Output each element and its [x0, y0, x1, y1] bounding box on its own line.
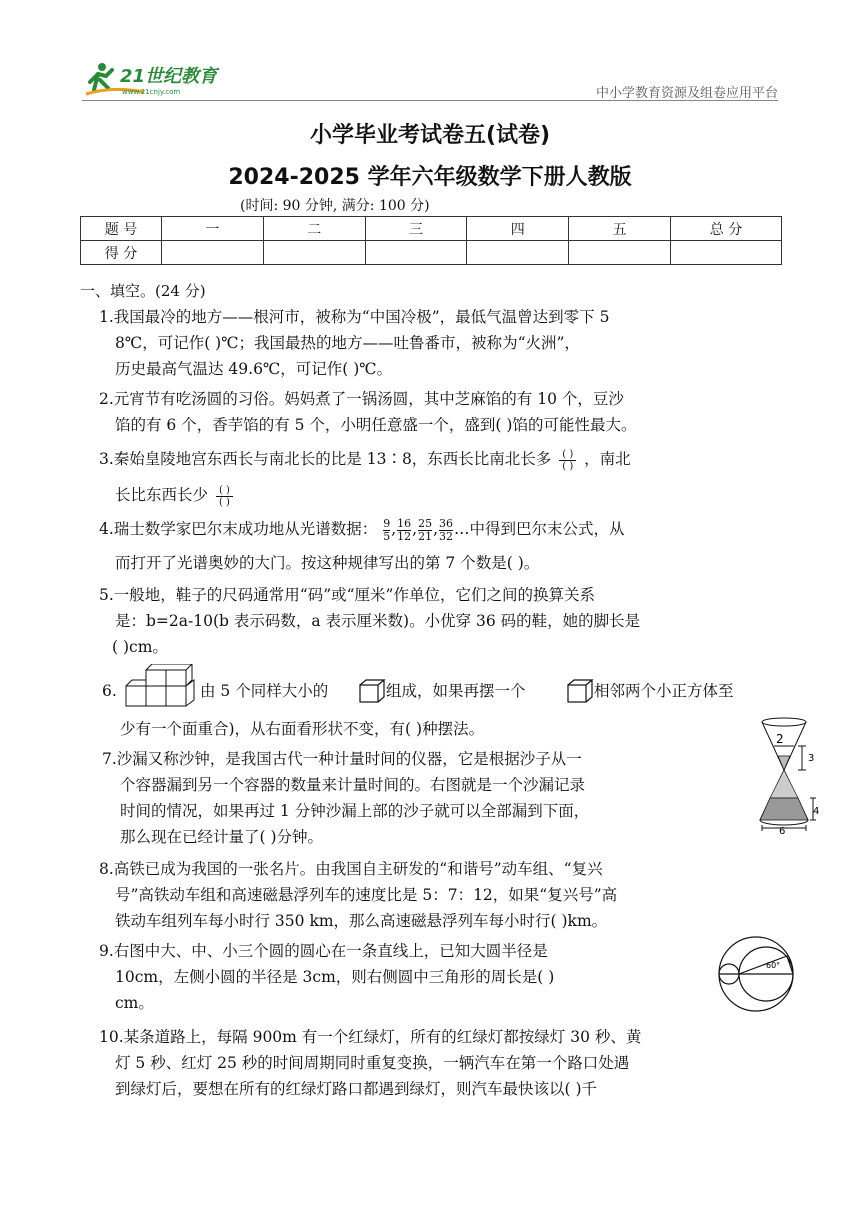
question-3-text: 3.秦始皇陵地宫东西长与南北长的比是 13∶8，东西长比南北长多 [99, 450, 552, 468]
question-7-line: 那么现在已经计量了( )分钟。 [120, 828, 324, 846]
exam-subtitle-year: 2024-2025 学年六年级数学下册人教版 [228, 165, 632, 190]
score-header-cell: 总 分 [671, 217, 782, 241]
score-label-cell: 得 分 [81, 241, 162, 265]
question-9-line: 10cm，左侧小圆的半径是 3cm，则右侧圆中三角形的周长是( ) [115, 968, 555, 986]
score-cell[interactable] [263, 241, 365, 265]
question-8-line: 铁动车组列车每小时行 350 km，那么高速磁悬浮列车每小时行( )km。 [115, 912, 608, 930]
question-6-text: 相邻两个小正方体至 [594, 682, 734, 700]
question-1-line: 8℃，可记作( )℃；我国最热的地方——吐鲁番市，被称为“火洲”， [115, 334, 580, 352]
score-cell[interactable] [467, 241, 569, 265]
question-7-line: 7.沙漏又称沙钟，是我国古代一种计量时间的仪器，它是根据沙子从一 [102, 750, 582, 768]
score-cell[interactable] [365, 241, 467, 265]
question-3-line [115, 482, 236, 508]
question-8-line: 8.高铁已成为我国的一张名片。由我国自主研发的“和谐号”动车组、“复兴 [99, 860, 603, 878]
sequence-fraction: $\frac{25}{21}$ [418, 516, 433, 543]
header-rule [82, 100, 778, 101]
question-6-text: 组成，如果再摆一个 [386, 682, 526, 700]
score-cell[interactable] [162, 241, 264, 265]
question-1-line: 1.我国最冷的地方——根河市，被称为“中国冷极”，最低气温曾达到零下 5 [99, 308, 610, 326]
question-6-number: 6. [102, 682, 117, 700]
svg-text:6: 6 [779, 826, 786, 834]
score-value-row [81, 241, 782, 265]
sequence-fraction: $\frac{36}{32}$ [439, 516, 454, 543]
question-10-line: 10.某条道路上，每隔 900m 有一个红绿灯，所有的红绿灯都按绿灯 30 秒、黄 [99, 1028, 642, 1046]
cube-icon [566, 678, 594, 704]
platform-name: 中小学教育资源及组卷应用平台 [595, 86, 778, 101]
question-4-text: …中得到巴尔末公式，从 [454, 520, 625, 538]
question-5-line: ( )cm。 [112, 638, 168, 656]
score-header-cell: 三 [365, 217, 467, 241]
logo [84, 58, 244, 104]
svg-text:www.21cnjy.com: www.21cnjy.com [122, 88, 181, 96]
question-7-line: 时间的情况，如果再过 1 分钟沙漏上部的沙子就可以全部漏到下面， [120, 802, 590, 820]
section-heading: 一、填空。(24 分) [80, 282, 206, 300]
exam-title: 小学毕业考试卷五(试卷) [309, 123, 551, 148]
score-cell[interactable] [569, 241, 671, 265]
score-cell[interactable] [671, 241, 782, 265]
svg-text:60°: 60° [766, 961, 781, 970]
cube-stack-figure [124, 664, 200, 708]
question-2-line: 馅的有 6 个，香芋馅的有 5 个，小明任意盛一个，盛到( )馅的可能性最大。 [115, 416, 637, 434]
question-5-line: 是：b=2a-10(b 表示码数，a 表示厘米数)。小优穿 36 码的鞋，她的脚长是 [115, 612, 641, 630]
fraction-blank[interactable]: $\frac{( )}{( )}$ [559, 449, 576, 472]
question-9-line: cm。 [115, 994, 154, 1012]
svg-text:2: 2 [776, 732, 784, 746]
question-10-line: 灯 5 秒、红灯 25 秒的时间周期同时重复变换，一辆汽车在第一个路口处遇 [115, 1054, 630, 1072]
score-header-cell: 题 号 [81, 217, 162, 241]
question-4-line: 而打开了光谱奥妙的大门。按这种规律写出的第 7 个数是( )。 [115, 554, 540, 572]
sequence-fraction: $\frac{16}{12}$ [397, 516, 412, 543]
score-header-row [81, 217, 782, 241]
question-4-text: 4.瑞士数学家巴尔末成功地从光谱数据： [99, 520, 378, 538]
question-5-line: 5.一般地，鞋子的尺码通常用“码”或“厘米”作单位，它们之间的换算关系 [99, 586, 595, 604]
fraction-blank[interactable]: $\frac{( )}{( )}$ [216, 485, 233, 508]
cube-icon [358, 678, 386, 704]
score-header-cell: 二 [263, 217, 365, 241]
svg-text:4: 4 [813, 806, 820, 817]
question-3-line [99, 446, 631, 472]
hourglass-figure [756, 716, 820, 834]
question-3-text: ，南北 [584, 450, 631, 468]
sequence-fraction: $\frac{9}{5}$ [383, 516, 391, 543]
question-8-line: 号”高铁动车组和高速磁悬浮列车的速度比是 5：7：12，如果“复兴号”高 [115, 886, 618, 904]
question-7-line: 个容器漏到另一个容器的数量来计量时间的。右图就是一个沙漏记录 [120, 776, 586, 794]
question-6-text: 由 5 个同样大小的 [200, 682, 329, 700]
score-table [80, 216, 782, 265]
exam-time-info: (时间: 90 分钟, 满分: 100 分) [240, 198, 430, 214]
question-10-line: 到绿灯后，要想在所有的红绿灯路口都遇到绿灯，则汽车最快该以( )千 [115, 1080, 598, 1098]
score-header-cell: 四 [467, 217, 569, 241]
question-6-line: 少有一个面重合)，从右面看形状不变，有( )种摆法。 [120, 720, 485, 738]
question-9-line: 9.右图中大、中、小三个圆的圆心在一条直线上，已知大圆半径是 [99, 942, 548, 960]
question-2-line: 2.元宵节有吃汤圆的习俗。妈妈煮了一锅汤圆，其中芝麻馅的有 10 个，豆沙 [99, 390, 624, 408]
question-3-text: 长比东西长少 [115, 486, 209, 504]
question-4-line: 4.瑞士数学家巴尔末成功地从光谱数据： $\frac{9}{5}$ , $\frac{16}{12}$ , $\frac{25}{21}$ , $\frac{36}{32}$ …中得到巴尔末公式，从 [99, 516, 625, 543]
score-header-cell: 五 [569, 217, 671, 241]
question-1-line: 历史最高气温达 49.6℃，可记作( )℃。 [115, 360, 393, 378]
score-header-cell: 一 [162, 217, 264, 241]
svg-text:3: 3 [808, 753, 815, 764]
svg-text:21世纪教育: 21世纪教育 [120, 66, 218, 87]
circles-figure [716, 934, 796, 1014]
